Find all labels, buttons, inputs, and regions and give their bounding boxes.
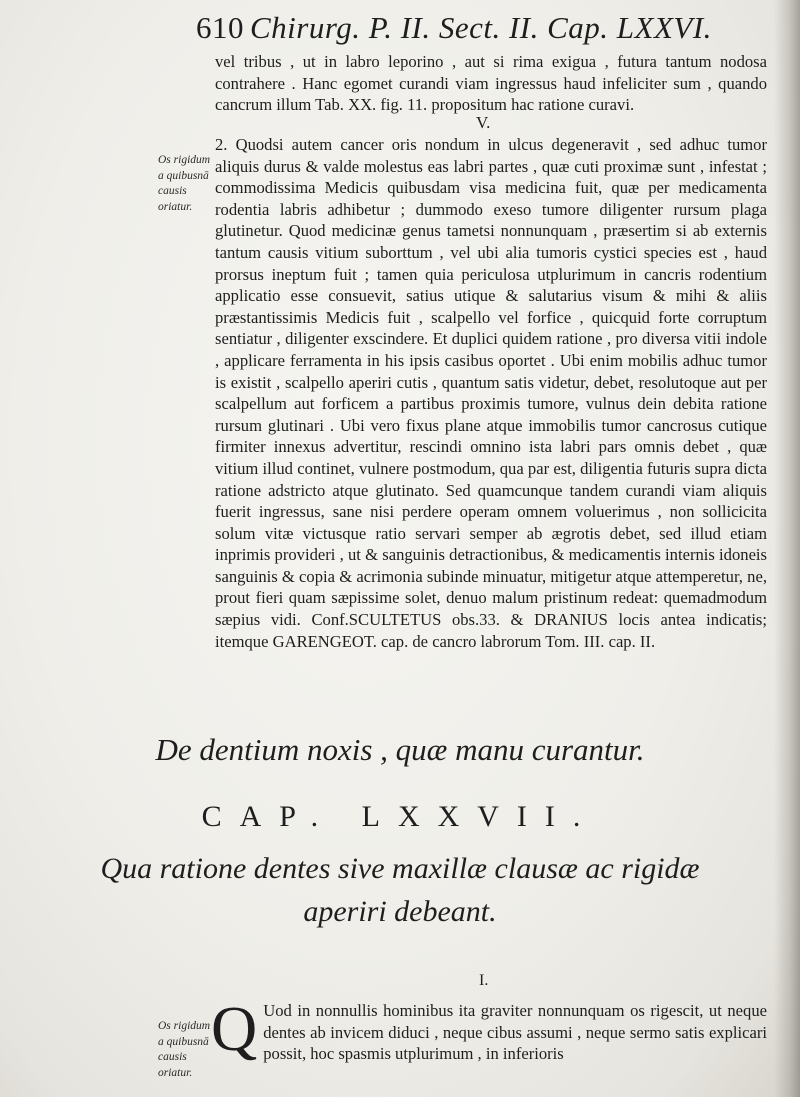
chapter-subtitle-line-1: Qua ratione dentes sive maxillæ clausæ ac rigidæ — [100, 852, 700, 885]
page-number: 610 — [196, 10, 244, 45]
paragraph-2 — [215, 134, 767, 652]
paragraph-3 — [211, 993, 767, 1065]
section-mark-v: V. — [476, 113, 491, 132]
paragraph-continued — [215, 51, 767, 116]
paragraph-text: vel tribus , ut in labro leporino , aut si rima exigua , futura tantum nodosa contrahere . Hanc egomet curandi viam ingressus haud infeliciter sum , quando cancrum illum Tab. XX. fig. 11. propositum hac ratione curavi. — [215, 52, 767, 115]
page-edge-shadow — [774, 0, 800, 1097]
running-title: Chirurg. P. II. Sect. II. Cap. LXXVI. — [250, 10, 712, 45]
margin-note: Os rigidum a quibusnā causis oriatur. — [158, 154, 211, 213]
chapter-heading: CAP. LXXVII. — [201, 800, 599, 833]
paragraph-number: I. — [479, 972, 489, 989]
drop-cap: Q — [211, 993, 258, 1064]
running-head — [196, 10, 712, 46]
paragraph-text: 2. Quodsi autem cancer oris nondum in ulcus degeneravit , sed adhuc tumor aliquis durus & valde molestus eas labri partes , quæ cuti proximæ sunt , infestat ; commodissima Medicis quibusdam visa medicina fuit, quæ per medicamenta rodentia labris adhibetur ; dummodo exeso tumore diligenter rursum plaga glutinetur. Quod medicinæ genus tametsi nonnunquam , præsertim si ab externis tantum causis vitium suborttum , vel ubi alia tumoris cystici species est , haud prorsus ineptum fuit ; tamen quia periculosa utplurimum in cancris rodentium applicatio esse consuevit, satius utique & salutarius visum & mihi & aliis præstantissimis Medicis fuit , scalpello vel forfice , quicquid forte corruptum sentiatur , diligenter exscindere. Et duplici quidem ratione , pro diversa vitii indole , applicare ferramenta in his ipsis casibus oportet . Ubi enim mobilis adhuc tumor is existit , scalpello aperiri cutis , quantum satis videtur, debet, resolutoque aut per scalpellum aut forficem a partibus proximis tumore, vulnus dein debita ratione rursum glutinari . Ubi vero fixus plane atque immobilis tumor cancrosus cutique firmiter innexus advertitur, rescindi omnino ista labri pars omnis debet , quæ vitium illud continet, vulnere postmodum, qua par est, diligentia futuris supra dicta ratione adstricto atque glutinato. Sed quamcunque tandem curandi viam aliquis fuerit ingressus, sane nisi perdere operam omnem voluerimus , non sollicicita solum vitæ victusque ratio servari semper ab ægrotis debet, sed illud etiam inprimis provideri , ut & sanguinis detractionibus, & medicamentis internis idoneis sanguinis & copia & acrimonia subinde minuatur, mitigetur atque attemperetur, ne, prout fieri quam sæpissime solet, denuo malum pristinum redeat: quemadmodum sæpius vidi. Conf.SCULTETUS obs.33. & DRANIUS locis antea indicatis; itemque GARENGEOT. cap. de cancro labrorum Tom. III. cap. II. — [215, 135, 767, 651]
chapter-subtitle-line-2: aperiri debeant. — [303, 895, 497, 928]
margin-note: Os rigidum a quibusnā causis oriatur. — [158, 1020, 211, 1079]
section-heading: De dentium noxis , quæ manu curantur. — [155, 732, 645, 767]
paragraph-text: Uod in nonnullis hominibus ita graviter nonnunquam os rigescit, ut neque dentes ab invicem diduci , neque cibus assumi , neque sermo satis explicari possit, hoc spasmis utplurimum , in inferioris — [263, 1001, 767, 1064]
